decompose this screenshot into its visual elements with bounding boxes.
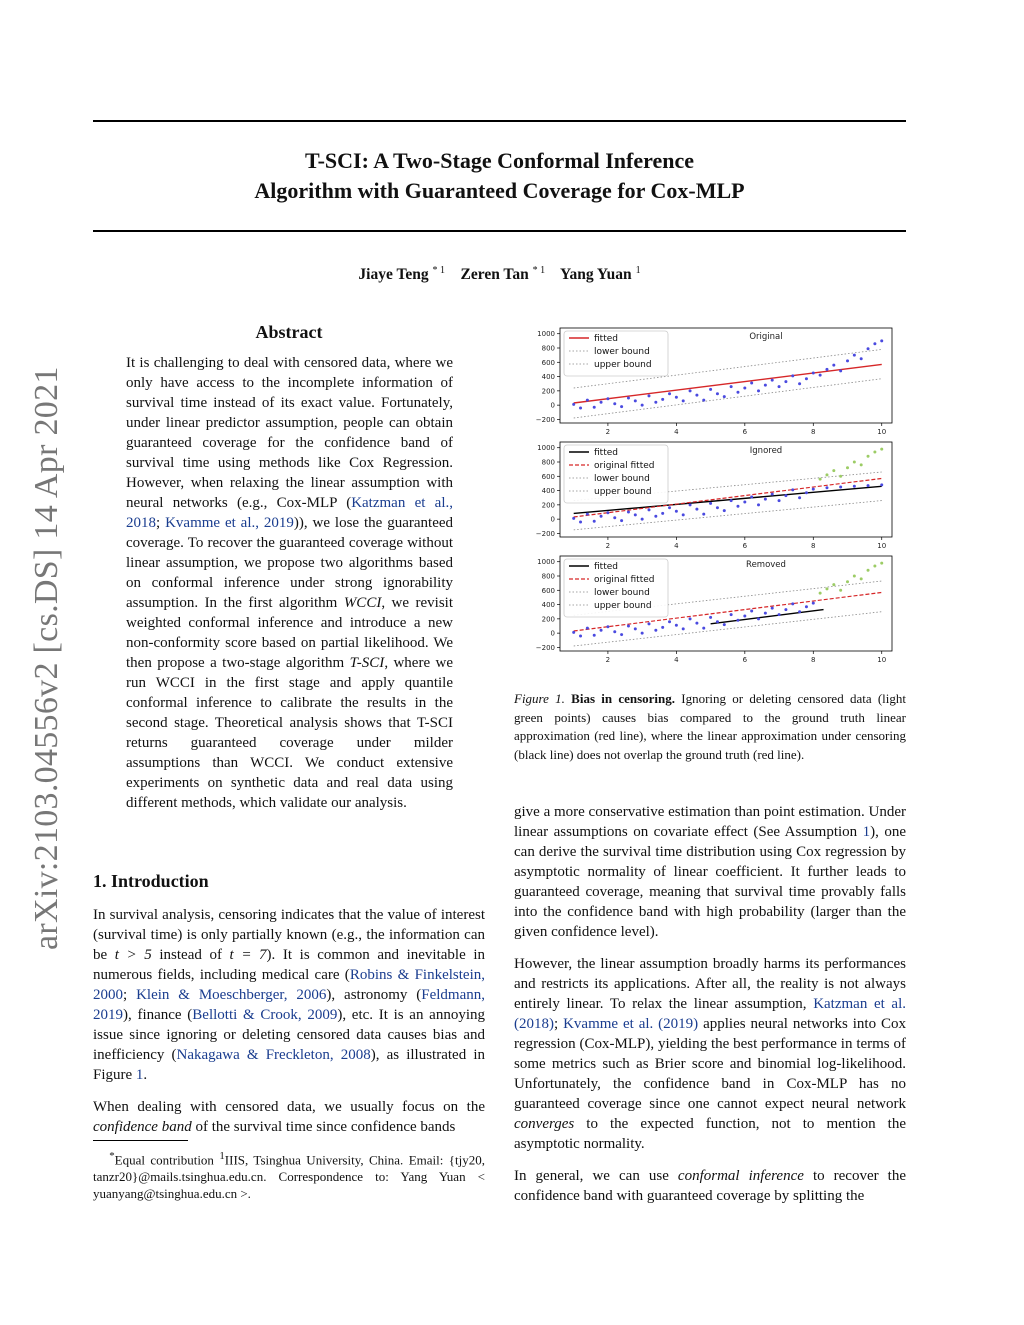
uncensored-point <box>805 491 808 494</box>
uncensored-point <box>716 506 719 509</box>
uncensored-point <box>743 387 746 390</box>
uncensored-point <box>736 619 739 622</box>
figure-caption-text: Ignoring or deleting censored data (light green points) causes bias compared to the ground truth linear approximation (red line), where the linear approximation under censoring (black line) does not overlap the ground truth (red line). <box>514 691 907 762</box>
body-text: ; <box>554 1016 564 1032</box>
legend-label: upper bound <box>594 360 652 370</box>
uncensored-point <box>695 508 698 511</box>
uncensored-point <box>641 632 644 635</box>
emphasis: converges <box>514 1116 575 1132</box>
math-inline: t > 5 <box>114 947 152 963</box>
uncensored-point <box>654 401 657 404</box>
uncensored-point <box>702 399 705 402</box>
x-tick-label: 10 <box>877 428 887 436</box>
assumption-ref-link[interactable]: 1 <box>862 824 871 840</box>
footnote-text: IIIS, Tsinghua University, China. Email: {tjy20, tanzr20}@mails.tsinghua.edu.cn. Correspondence to: Yang Yuan < yuanyang@tsinghua.edu.cn >. <box>93 1152 486 1202</box>
abstract-text: It is challenging to deal with censored data, where we only have access to the incomplete information of survival time instead of its exact value. Fortunately, under linear predictor assumption, people can obtain guaranteed coverage for the confidence band of survival time using methods like Cox Regression. However, when relaxing the linear assumption with neural networks (e.g., Cox-MLP ( <box>126 355 453 511</box>
uncensored-point <box>750 610 753 613</box>
uncensored-point <box>723 395 726 398</box>
censored-point <box>873 451 876 454</box>
x-tick-label: 4 <box>674 656 679 664</box>
uncensored-point <box>798 496 801 499</box>
body-text: However, the linear assumption broadly harms its performances and restricts its applications. After all, the reality is not always entirely linear. To relax the linear assumption, <box>514 956 906 1012</box>
abstract-text: , we revisit weighted conformal inference and introduce a new non-conformity score based on partial likelihood. We then propose a two-stage algorithm <box>126 595 454 671</box>
uncensored-point <box>805 377 808 380</box>
censored-point <box>853 461 856 464</box>
y-tick-label: 600 <box>541 358 555 367</box>
uncensored-point <box>839 486 842 489</box>
uncensored-point <box>620 405 623 408</box>
x-tick-label: 8 <box>811 428 816 436</box>
paragraph <box>514 1166 906 1206</box>
censored-point <box>867 455 870 458</box>
uncensored-point <box>675 396 678 399</box>
uncensored-point <box>675 510 678 513</box>
uncensored-point <box>647 394 650 397</box>
uncensored-point <box>654 515 657 518</box>
body-text: In survival analysis, censoring indicates that the value of interest (survival time) is only partially known (e.g., the information can be <box>93 907 485 963</box>
censored-point <box>832 469 835 472</box>
legend-label: fitted <box>594 448 618 458</box>
uncensored-point <box>812 602 815 605</box>
section-heading: 1. Introduction <box>93 871 209 891</box>
uncensored-point <box>880 339 883 342</box>
uncensored-point <box>586 627 589 630</box>
x-tick-label: 6 <box>742 542 748 550</box>
y-tick-label: 200 <box>541 501 555 510</box>
censored-point <box>839 589 842 592</box>
y-tick-label: 200 <box>541 387 555 396</box>
x-tick-label: 2 <box>605 656 611 664</box>
author-affiliation-mark: 1 <box>635 265 641 276</box>
uncensored-point <box>771 379 774 382</box>
y-tick-label: 400 <box>541 373 555 382</box>
plot-title: Ignored <box>749 446 783 456</box>
uncensored-point <box>606 511 609 514</box>
emphasis: conformal inference <box>677 1168 804 1184</box>
uncensored-point <box>586 399 589 402</box>
body-text: of the survival time since confidence bands <box>191 1119 456 1135</box>
uncensored-point <box>613 630 616 633</box>
uncensored-point <box>593 406 596 409</box>
uncensored-point <box>600 401 603 404</box>
paper-title <box>93 146 906 206</box>
body-text: to the expected function, not to mention the asymptotic normality. <box>514 1116 906 1152</box>
author-name: Jiaye Teng <box>358 266 429 283</box>
plot-panel-ignored <box>536 442 892 550</box>
uncensored-point <box>716 392 719 395</box>
uncensored-point <box>641 518 644 521</box>
footnote-mark: 1 <box>219 1150 225 1162</box>
censored-point <box>867 569 870 572</box>
uncensored-point <box>606 397 609 400</box>
y-tick-label: −200 <box>535 529 555 538</box>
uncensored-point <box>798 382 801 385</box>
body-text: instead of <box>151 947 230 963</box>
x-tick-label: 2 <box>605 542 611 550</box>
uncensored-point <box>620 519 623 522</box>
citation-link[interactable]: Nakagawa & Freckleton, 2008 <box>176 1047 371 1063</box>
uncensored-point <box>613 516 616 519</box>
legend-label: original fitted <box>594 461 655 471</box>
uncensored-point <box>593 634 596 637</box>
math-inline: t = 7 <box>229 947 267 963</box>
y-tick-label: −200 <box>535 415 555 424</box>
legend-label: upper bound <box>594 487 652 497</box>
censored-point <box>819 478 822 481</box>
right-column-body <box>514 802 906 1218</box>
uncensored-point <box>812 372 815 375</box>
abstract-heading: Abstract <box>255 322 323 342</box>
uncensored-point <box>600 515 603 518</box>
plot-panel-original <box>536 328 892 436</box>
uncensored-point <box>784 380 787 383</box>
censored-point <box>819 592 822 595</box>
body-text: applies neural networks into Cox regression (Cox-MLP), yielding the best performance in terms of some metrics such as Brier score and binomial log-likelihood. Unfortunately, the confidence band in Cox-MLP has no guaranteed coverage since one cannot expect neural network <box>514 1016 906 1112</box>
uncensored-point <box>825 368 828 371</box>
uncensored-point <box>627 625 630 628</box>
uncensored-point <box>572 403 575 406</box>
title-line-2: Algorithm with Guaranteed Coverage for Cox-MLP <box>254 178 745 203</box>
plot-title: Original <box>749 332 783 342</box>
uncensored-point <box>730 385 733 388</box>
uncensored-point <box>812 488 815 491</box>
uncensored-point <box>647 622 650 625</box>
censored-point <box>846 580 849 583</box>
body-text: ). It is common and inevitable in numerous fields, including medical care ( <box>93 947 486 983</box>
body-text: ), finance ( <box>123 1007 193 1023</box>
author-name: Yang Yuan <box>560 266 632 283</box>
citation-link[interactable]: Katzman et al., 2018 <box>126 495 453 531</box>
uncensored-point <box>784 494 787 497</box>
uncensored-point <box>572 517 575 520</box>
censored-point <box>825 473 828 476</box>
arxiv-stamp: arXiv:2103.04556v2 [cs.DS] 14 Apr 2021 <box>28 366 65 950</box>
uncensored-point <box>668 392 671 395</box>
uncensored-point <box>730 613 733 616</box>
y-tick-label: 0 <box>550 629 555 638</box>
uncensored-point <box>654 629 657 632</box>
uncensored-point <box>723 509 726 512</box>
footnote <box>93 1148 485 1202</box>
y-tick-label: 0 <box>550 401 555 410</box>
censored-point <box>880 448 883 451</box>
uncensored-point <box>641 404 644 407</box>
uncensored-point <box>709 502 712 505</box>
uncensored-point <box>743 615 746 618</box>
title-top-rule <box>93 120 906 122</box>
body-text: When dealing with censored data, we usually focus on the <box>93 1099 485 1115</box>
censored-point <box>832 583 835 586</box>
y-tick-label: 600 <box>541 586 555 595</box>
body-text: give a more conservative estimation than point estimation. Under linear assumptions on covariate effect (See Assumption <box>514 804 906 840</box>
paragraph <box>93 905 485 1085</box>
x-tick-label: 10 <box>877 656 887 664</box>
y-tick-label: 800 <box>541 344 555 353</box>
x-tick-label: 8 <box>811 542 816 550</box>
y-tick-label: −200 <box>535 643 555 652</box>
uncensored-point <box>778 613 781 616</box>
x-tick-label: 8 <box>811 656 816 664</box>
uncensored-point <box>791 374 794 377</box>
uncensored-point <box>593 520 596 523</box>
uncensored-point <box>736 505 739 508</box>
abstract-text: )), we lose the guaranteed coverage. To recover the guaranteed coverage without linear assumption, we propose two algorithms based on conformal inference under strong ignorability assumption. In the first algorithm <box>126 515 454 611</box>
uncensored-point <box>702 513 705 516</box>
body-text: to recover the confidence band with guaranteed coverage by splitting the <box>514 1168 906 1204</box>
body-text: ), etc. It is an annoying issue since ignoring or deleting censored data causes bias and inefficiency ( <box>93 1007 485 1063</box>
censored-point <box>825 587 828 590</box>
citation-link[interactable]: Kvamme et al., 2019 <box>165 515 294 531</box>
uncensored-point <box>757 617 760 620</box>
censored-point <box>880 562 883 565</box>
y-tick-label: 1000 <box>537 558 555 567</box>
citation-link[interactable]: Feldmann, 2019 <box>93 987 485 1023</box>
legend-label: lower bound <box>594 474 650 484</box>
uncensored-point <box>750 496 753 499</box>
uncensored-point <box>771 493 774 496</box>
uncensored-point <box>627 397 630 400</box>
figure-1-plots <box>514 318 906 678</box>
abstract-body <box>126 353 453 813</box>
body-text: ), as illustrated in Figure <box>93 1047 485 1083</box>
uncensored-point <box>627 511 630 514</box>
uncensored-point <box>689 617 692 620</box>
uncensored-point <box>853 354 856 357</box>
uncensored-point <box>873 342 876 345</box>
algorithm-name: WCCI <box>343 595 382 611</box>
uncensored-point <box>689 503 692 506</box>
uncensored-point <box>606 625 609 628</box>
y-tick-label: 400 <box>541 487 555 496</box>
author-name: Zeren Tan <box>460 266 529 283</box>
uncensored-point <box>709 616 712 619</box>
uncensored-point <box>791 488 794 491</box>
uncensored-point <box>634 399 637 402</box>
uncensored-point <box>695 394 698 397</box>
uncensored-point <box>682 513 685 516</box>
body-text: ; <box>123 987 137 1003</box>
x-tick-label: 10 <box>877 542 887 550</box>
uncensored-point <box>716 620 719 623</box>
uncensored-point <box>764 384 767 387</box>
y-tick-label: 1000 <box>537 444 555 453</box>
censored-point <box>860 577 863 580</box>
legend-label: upper bound <box>594 601 652 611</box>
uncensored-point <box>600 629 603 632</box>
abstract-text: ; <box>156 515 166 531</box>
citation-link[interactable]: Katzman et al. (2018) <box>514 996 906 1032</box>
y-tick-label: 800 <box>541 458 555 467</box>
uncensored-point <box>695 622 698 625</box>
uncensored-point <box>805 605 808 608</box>
uncensored-point <box>764 498 767 501</box>
uncensored-point <box>880 483 883 486</box>
uncensored-point <box>819 374 822 377</box>
figure-label: Figure 1. <box>514 691 565 706</box>
censored-point <box>860 463 863 466</box>
title-line-1: T-SCI: A Two-Stage Conformal Inference <box>304 148 695 173</box>
uncensored-point <box>771 607 774 610</box>
uncensored-point <box>682 399 685 402</box>
paragraph <box>93 1097 485 1137</box>
uncensored-point <box>702 627 705 630</box>
algorithm-name: T-SCI <box>349 655 385 671</box>
paragraph <box>514 802 906 942</box>
uncensored-point <box>730 499 733 502</box>
figure-caption <box>514 690 906 764</box>
author-affiliation-mark: * 1 <box>532 265 546 276</box>
x-tick-label: 6 <box>742 656 748 664</box>
uncensored-point <box>647 508 650 511</box>
uncensored-point <box>832 364 835 367</box>
uncensored-point <box>634 513 637 516</box>
censored-point <box>873 565 876 568</box>
uncensored-point <box>757 503 760 506</box>
plot-title: Removed <box>746 560 786 570</box>
y-tick-label: 200 <box>541 615 555 624</box>
uncensored-point <box>634 627 637 630</box>
legend-label: original fitted <box>594 575 655 585</box>
uncensored-point <box>579 635 582 638</box>
uncensored-point <box>867 484 870 487</box>
uncensored-point <box>798 610 801 613</box>
legend-label: lower bound <box>594 588 650 598</box>
y-tick-label: 1000 <box>537 330 555 339</box>
y-tick-label: 400 <box>541 601 555 610</box>
censored-point <box>839 475 842 478</box>
uncensored-point <box>689 389 692 392</box>
uncensored-point <box>736 391 739 394</box>
uncensored-point <box>825 486 828 489</box>
uncensored-point <box>846 359 849 362</box>
y-tick-label: 800 <box>541 572 555 581</box>
plot-panel-removed <box>536 556 892 664</box>
uncensored-point <box>743 501 746 504</box>
citation-link[interactable]: Klein & Moeschberger, 2006 <box>136 987 327 1003</box>
uncensored-point <box>682 627 685 630</box>
figure-1 <box>514 318 906 678</box>
paragraph <box>514 954 906 1154</box>
title-bottom-rule <box>93 230 906 232</box>
uncensored-point <box>620 633 623 636</box>
uncensored-point <box>791 602 794 605</box>
uncensored-point <box>572 631 575 634</box>
figure-ref-link[interactable]: 1 <box>135 1067 144 1083</box>
citation-link[interactable]: Kvamme et al. (2019) <box>563 1016 699 1032</box>
uncensored-point <box>675 624 678 627</box>
legend-label: lower bound <box>594 347 650 357</box>
x-tick-label: 6 <box>742 428 748 436</box>
abstract-text: , where we run WCCI in the first stage and apply quantile conformal inference to calibrate the results in the second stage. Theoretical analysis shows that T-SCI returns guaranteed coverage under milder assumptions than WCCI. We conduct extensive experiments on synthetic data and real data using different methods, which validate our analysis. <box>126 655 453 811</box>
uncensored-point <box>778 385 781 388</box>
x-tick-label: 2 <box>605 428 611 436</box>
uncensored-point <box>709 388 712 391</box>
uncensored-point <box>579 521 582 524</box>
body-text: . <box>143 1067 148 1083</box>
author-list <box>93 265 906 284</box>
uncensored-point <box>723 623 726 626</box>
y-tick-label: 0 <box>550 515 555 524</box>
introduction-body <box>93 905 485 1149</box>
uncensored-point <box>853 485 856 488</box>
body-text: ), astronomy ( <box>326 987 422 1003</box>
emphasis: confidence band <box>93 1119 192 1135</box>
uncensored-point <box>750 382 753 385</box>
uncensored-point <box>668 506 671 509</box>
citation-link[interactable]: Robins & Finkelstein, 2000 <box>93 967 485 1003</box>
body-text: In general, we can use <box>514 1168 678 1184</box>
uncensored-point <box>784 608 787 611</box>
uncensored-point <box>867 347 870 350</box>
body-text: ), one can derive the survival time distribution using Cox regression by asymptotic normality of linear coefficient. It further leads to guaranteed coverage, meaning that survival time provably falls into the confidence band with high probability (larger than the given confidence level). <box>514 824 906 940</box>
uncensored-point <box>778 499 781 502</box>
citation-link[interactable]: Bellotti & Crook, 2009 <box>192 1007 338 1023</box>
uncensored-point <box>586 513 589 516</box>
uncensored-point <box>757 389 760 392</box>
footnote-text: Equal contribution <box>114 1152 220 1168</box>
uncensored-point <box>661 398 664 401</box>
footnote-mark: * <box>109 1150 115 1162</box>
footnote-rule <box>93 1140 188 1141</box>
author-affiliation-mark: * 1 <box>432 265 445 276</box>
x-tick-label: 4 <box>674 542 679 550</box>
uncensored-point <box>668 620 671 623</box>
uncensored-point <box>613 402 616 405</box>
censored-point <box>853 575 856 578</box>
x-tick-label: 4 <box>674 428 679 436</box>
uncensored-point <box>764 612 767 615</box>
y-tick-label: 600 <box>541 472 555 481</box>
uncensored-point <box>661 512 664 515</box>
uncensored-point <box>860 357 863 360</box>
uncensored-point <box>661 626 664 629</box>
uncensored-point <box>839 369 842 372</box>
legend-label: fitted <box>594 334 618 344</box>
figure-caption-title: Bias in censoring. <box>571 691 676 706</box>
legend-label: fitted <box>594 562 618 572</box>
censored-point <box>846 466 849 469</box>
uncensored-point <box>579 407 582 410</box>
